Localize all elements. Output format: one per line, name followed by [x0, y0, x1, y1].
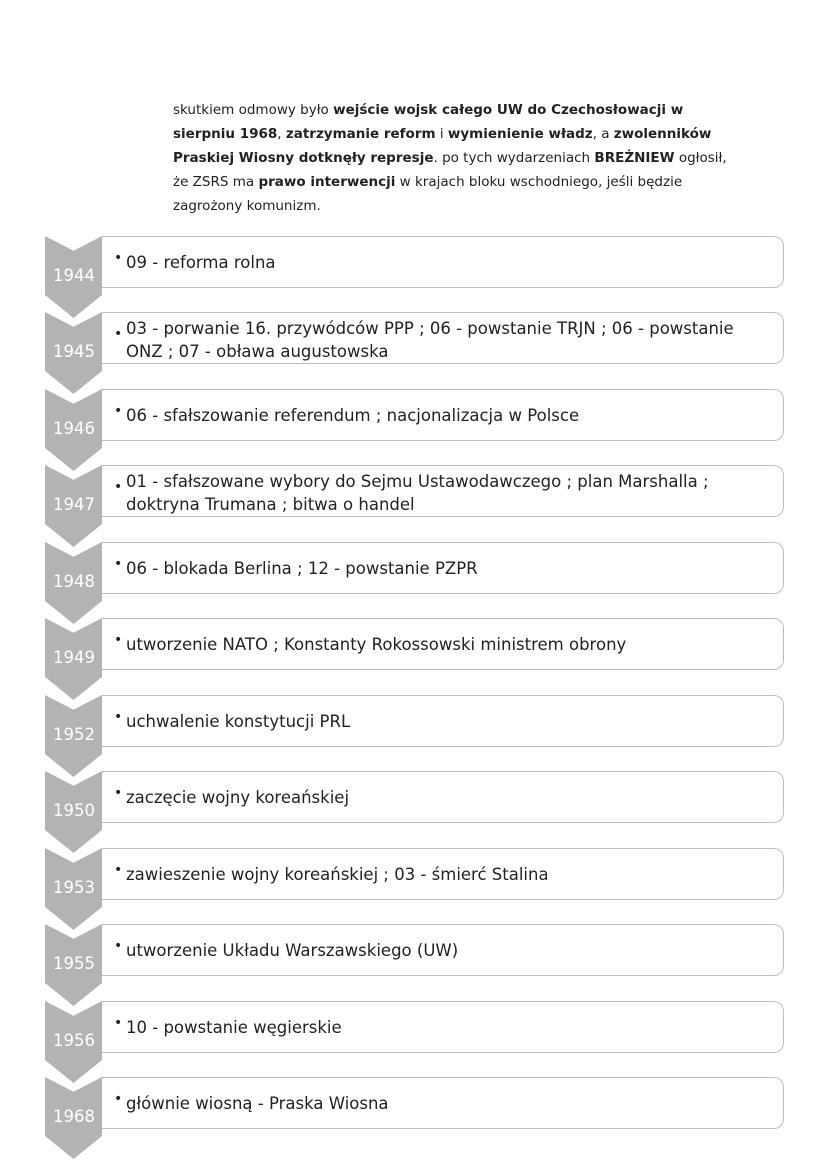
timeline-event-text: głównie wiosną - Praska Wiosna — [126, 1094, 389, 1113]
timeline-event-box — [102, 848, 784, 900]
timeline-year: 1956 — [53, 1031, 95, 1050]
timeline-year: 1953 — [53, 878, 95, 897]
timeline-event-text: zaczęcie wojny koreańskiej — [126, 788, 350, 807]
intro-bold-6: prawo interwencji — [258, 174, 396, 190]
timeline-event-text: zawieszenie wojny koreańskiej ; 03 - śmierć Stalina — [126, 865, 549, 884]
intro-text-2: , — [277, 126, 286, 142]
bullet-icon: • — [114, 403, 123, 419]
timeline-year: 1950 — [53, 801, 95, 820]
timeline-year: 1944 — [53, 266, 95, 285]
timeline-event-box — [102, 1001, 784, 1053]
intro-bold-1: wejście wojsk całego UW do Czechosłowacji w sierpniu 1968 — [173, 102, 684, 142]
timeline-row — [0, 924, 828, 1000]
timeline-year: 1945 — [53, 342, 95, 361]
timeline-event-box — [102, 542, 784, 594]
intro-bold-5: BREŻNIEW — [594, 150, 675, 166]
intro-text-3: i — [435, 126, 448, 142]
timeline-row — [0, 465, 828, 541]
timeline-event-box — [102, 465, 784, 517]
timeline-event-box — [102, 389, 784, 441]
timeline-event-text: utworzenie Układu Warszawskiego (UW) — [126, 941, 459, 960]
bullet-icon: • — [114, 862, 123, 878]
timeline-event-text: uchwalenie konstytucji PRL — [126, 712, 351, 731]
timeline-event-text: 06 - sfałszowanie referendum ; nacjonalizacja w Polsce — [126, 406, 580, 425]
timeline-event-text: utworzenie NATO ; Konstanty Rokossowski ministrem obrony — [126, 635, 627, 654]
bullet-icon: • — [114, 938, 123, 954]
intro-bold-4: zwolenników Praskiej Wiosny dotknęły represje — [173, 126, 712, 166]
intro-text-5: . po tych wydarzeniach — [433, 150, 595, 166]
timeline-row — [0, 695, 828, 771]
timeline-event-text: 01 - sfałszowane wybory do Sejmu Ustawodawczego ; plan Marshalla ; doktryna Trumana ; bitwa o handel — [126, 472, 709, 514]
bullet-icon: • — [114, 250, 123, 266]
timeline-row — [0, 389, 828, 465]
bullet-icon: • — [114, 632, 123, 648]
bullet-icon: • — [114, 556, 123, 572]
timeline-event-text: 09 - reforma rolna — [126, 253, 276, 272]
intro-bold-3: wymienienie władz — [447, 126, 593, 142]
bullet-icon: • — [114, 326, 123, 342]
timeline-row — [0, 236, 828, 312]
timeline-year: 1948 — [53, 572, 95, 591]
timeline-event-box — [102, 924, 784, 976]
bullet-icon: • — [114, 709, 123, 725]
timeline-year: 1947 — [53, 495, 95, 514]
timeline-event-text: 03 - porwanie 16. przywódców PPP ; 06 - powstanie TRJN ; 06 - powstanie ONZ ; 07 - obława augustowska — [126, 319, 734, 361]
intro-text-4: , a — [592, 126, 614, 142]
timeline-event-box — [102, 236, 784, 288]
timeline-event-text: 06 - blokada Berlina ; 12 - powstanie PZPR — [126, 559, 478, 578]
timeline-row — [0, 542, 828, 618]
bullet-icon: • — [114, 1015, 123, 1031]
intro-text-7: w krajach bloku wschodniego, jeśli będzie zagrożony komunizm. — [173, 174, 683, 214]
timeline-row — [0, 312, 828, 388]
timeline-year: 1946 — [53, 419, 95, 438]
intro-text-6: ogłosił, że ZSRS ma — [173, 150, 727, 190]
timeline-event-text: 10 - powstanie węgierskie — [126, 1018, 342, 1037]
timeline-row — [0, 1001, 828, 1077]
timeline-year: 1952 — [53, 725, 95, 744]
timeline-event-box — [102, 771, 784, 823]
bullet-icon: • — [114, 479, 123, 495]
bullet-icon: • — [114, 785, 123, 801]
timeline-event-box — [102, 618, 784, 670]
timeline-year: 1968 — [53, 1107, 95, 1126]
timeline-row — [0, 1077, 828, 1153]
timeline-event-box — [102, 695, 784, 747]
intro-text-1: skutkiem odmowy było — [173, 102, 334, 118]
timeline-event-box — [102, 1077, 784, 1129]
intro-bold-2: zatrzymanie reform — [285, 126, 436, 142]
timeline-year: 1949 — [53, 648, 95, 667]
timeline-row — [0, 771, 828, 847]
timeline-row — [0, 618, 828, 694]
timeline-year: 1955 — [53, 954, 95, 973]
timeline-row — [0, 848, 828, 924]
timeline-event-box — [102, 312, 784, 364]
bullet-icon: • — [114, 1091, 123, 1107]
